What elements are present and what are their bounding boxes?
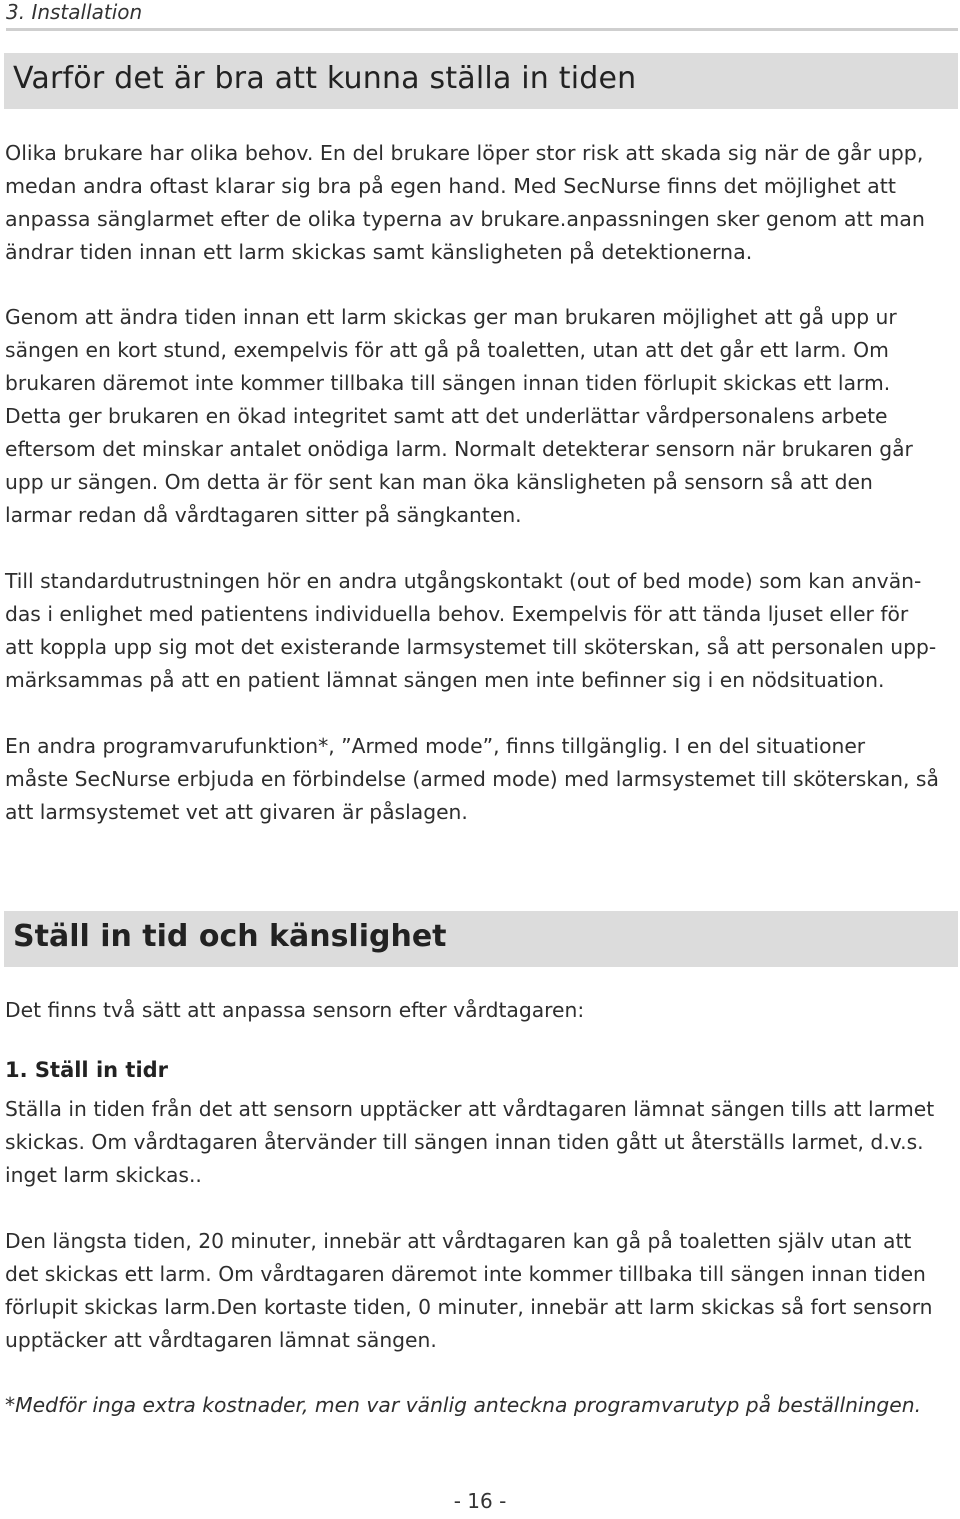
footnote: *Medför inga extra kostnader, men var vänlig anteckna programvarutyp på beställningen.	[5, 1393, 922, 1417]
section-heading-set-time-sensitivity: Ställ in tid och känslighet	[4, 911, 958, 967]
section-heading-why-set-time: Varför det är bra att kunna ställa in tiden	[4, 53, 958, 109]
paragraph-time-range: Den längsta tiden, 20 minuter, innebär att vårdtagaren kan gå på toaletten själv utan att det skickas ett larm. Om vårdtagaren däremot inte kommer tillbaka till sängen innan tiden förlupit skickas larm.Den kortaste tiden, 0 minuter, innebär att larm skickas så fort sensorn upptäcker att vårdtagaren lämnat sängen.	[5, 1229, 933, 1352]
paragraph-set-time: Ställa in tiden från det att sensorn upptäcker att vårdtagaren lämnat sängen tills att larmet skickas. Om vårdtagaren återvänder till sängen innan tiden gått ut återställs larmet, d.v.s. inget larm skickas..	[5, 1097, 935, 1187]
paragraph-intro: Det finns två sätt att anpassa sensorn efter vårdtagaren:	[5, 998, 585, 1022]
page-number: - 16 -	[453, 1489, 507, 1513]
paragraph-user-needs: Olika brukare har olika behov. En del brukare löper stor risk att skada sig när de går upp, medan andra oftast klarar sig bra på egen hand. Med SecNurse finns det möjlighet att anpassa sänglarmet efter de olika typerna av brukare.anpassningen sker genom att man ändrar tiden innan ett larm skickas samt känsligheten på detektionerna.	[5, 141, 925, 264]
header-rule	[6, 28, 958, 31]
paragraph-second-output: Till standardutrustningen hör en andra utgångskontakt (out of bed mode) som kan använ- das i enlighet med patientens individuella behov. Exempelvis för att tända ljuset eller för att koppla upp sig mot det existerande larmsystemet till sköterskan, så att personalen upp- märksammas på att en patient lämnat sängen men inte befinner sig i en nödsituation.	[5, 569, 937, 692]
paragraph-armed-mode: En andra programvarufunktion*, ”Armed mode”, finns tillgänglig. I en del situationer måste SecNurse erbjuda en förbindelse (armed mode) med larmsystemet till sköterskan, så att larmsystemet vet att givaren är påslagen.	[5, 734, 939, 824]
paragraph-alarm-delay: Genom att ändra tiden innan ett larm skickas ger man brukaren möjlighet att gå upp ur sängen en kort stund, exempelvis för att gå på toaletten, utan att det går ett larm. Om brukaren däremot inte kommer tillbaka till sängen innan tiden förlupit skickas ett larm. Detta ger brukaren en ökad integritet samt att det underlättar vårdpersonalens arbete eftersom det minskar antalet onödiga larm. Normalt detekterar sensorn när brukaren går upp ur sängen. Om detta är för sent kan man öka känsligheten på sensorn så att den larmar redan då vårdtagaren sitter på sängkanten.	[5, 305, 913, 527]
section-label: 3. Installation	[6, 0, 143, 24]
subheading-set-time: 1. Ställ in tidr	[5, 1058, 169, 1082]
